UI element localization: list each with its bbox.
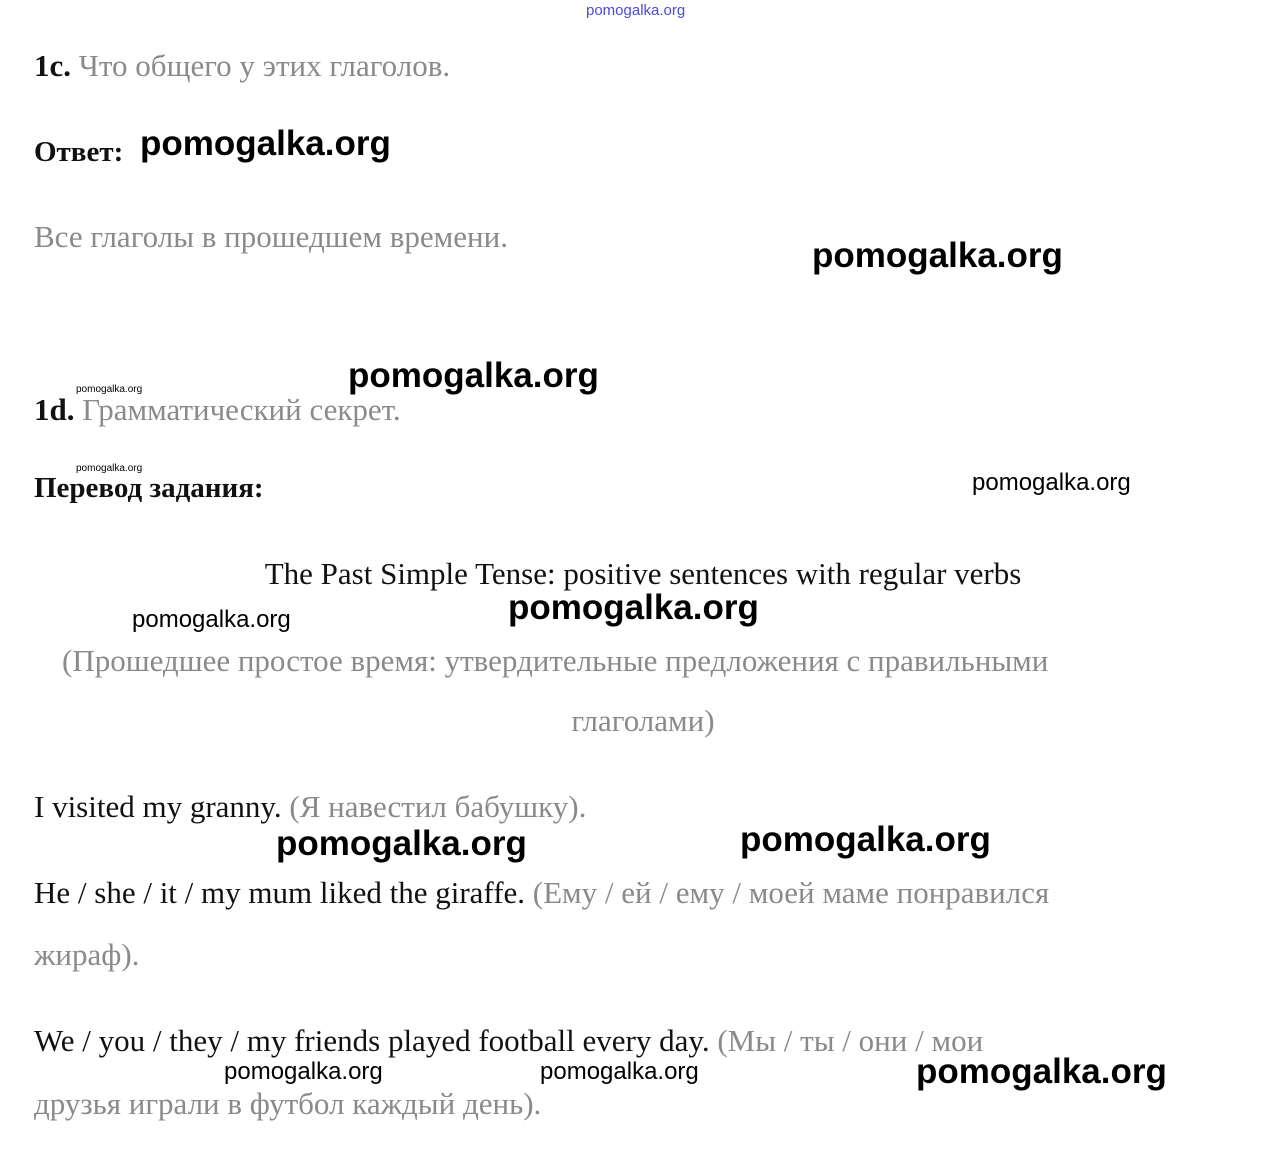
watermark: pomogalka.org: [140, 124, 391, 163]
task-1c-number: 1c.: [34, 48, 72, 83]
task-1d-heading: [34, 392, 401, 428]
rule-title: The Past Simple Tense: positive sentences with regular verbs: [264, 556, 1022, 591]
translation-label: Перевод задания:: [34, 472, 264, 504]
watermark: pomogalka.org: [348, 356, 599, 395]
task-1d-number: 1d.: [34, 392, 75, 427]
example-3-en: We / you / they / my friends played football every day.: [34, 1023, 710, 1058]
task-1d-title: Грамматический секрет.: [82, 392, 401, 427]
watermark: pomogalka.org: [916, 1052, 1167, 1091]
watermark: pomogalka.org: [740, 820, 991, 859]
example-2-ru: (Ему / ей / ему / моей маме понравился: [532, 875, 1050, 910]
example-1: [34, 789, 586, 825]
example-1-en: I visited my granny.: [34, 789, 282, 824]
task-1c-title: Что общего у этих глаголов.: [78, 48, 451, 83]
example-3: [34, 1023, 983, 1059]
watermark: pomogalka.org: [224, 1058, 383, 1085]
rule-translation-line1: (Прошедшее простое время: утвердительные предложения с правильными: [62, 643, 1049, 678]
watermark: pomogalka.org: [972, 469, 1131, 496]
watermark: pomogalka.org: [540, 1058, 699, 1085]
watermark: pomogalka.org: [508, 588, 759, 627]
example-3-ru-continued: друзья играли в футбол каждый день).: [34, 1086, 542, 1121]
example-1-ru: (Я навестил бабушку).: [289, 789, 587, 824]
task-1c-heading: [34, 48, 450, 84]
watermark: pomogalka.org: [812, 236, 1063, 275]
example-2: [34, 875, 1049, 911]
watermark: pomogalka.org: [276, 824, 527, 863]
watermark: pomogalka.org: [76, 463, 143, 474]
example-2-ru-continued: жираф).: [34, 937, 140, 972]
watermark-top: pomogalka.org: [586, 2, 686, 19]
example-3-ru: (Мы / ты / они / мои: [717, 1023, 984, 1058]
rule-translation-line2: глаголами): [571, 703, 715, 738]
watermark: pomogalka.org: [76, 384, 143, 395]
example-2-en: He / she / it / my mum liked the giraffe.: [34, 875, 526, 910]
answer-label: Ответ:: [34, 136, 124, 168]
watermark: pomogalka.org: [132, 606, 291, 633]
answer-text: Все глаголы в прошедшем времени.: [34, 219, 508, 254]
